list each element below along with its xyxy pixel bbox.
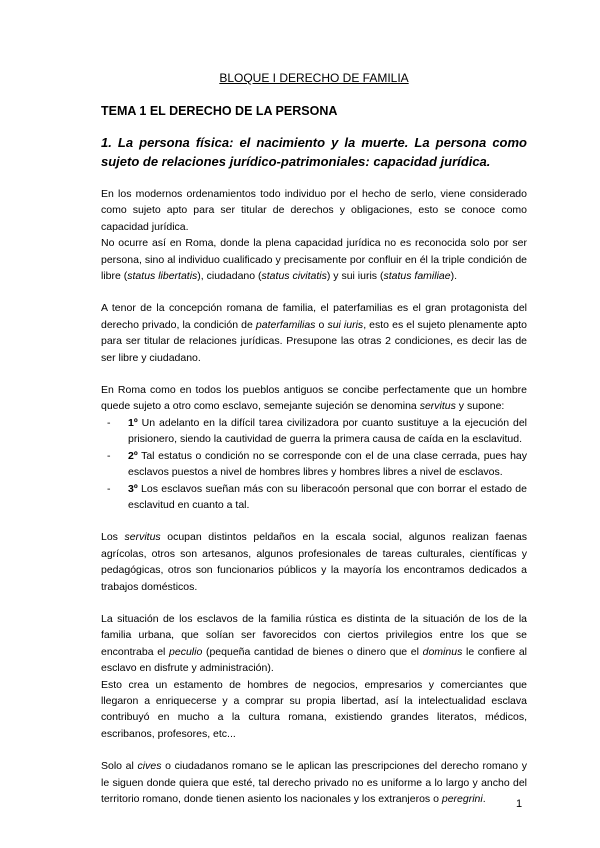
list-dash: - [107,449,111,462]
paragraph-5 [101,529,527,595]
p6-term-1: peculio [169,645,203,658]
list-text: Tal estatus o condición no se corresponde con el de una clase cerrada, pues hay esclavos puestos a nivel de hombres libres y hombres libres a nivel de esclavos. [128,449,527,479]
p8-text-a: Solo al [101,760,138,773]
paragraph-8 [101,758,527,807]
p6-text-b: (pequeña cantidad de bienes o dinero que el [202,645,423,658]
paragraph-4 [101,382,527,415]
list-item [101,415,527,448]
spacer [101,366,527,382]
list-text: Los esclavos sueñan más con su liberacoón personal que con borrar el estado de esclavitud en cuanto a tal. [128,482,527,511]
p8-text-c: . [482,793,486,805]
p4-text-a: En Roma como en todos los pueblos antiguos se concibe perfectamente que un hombre quede sujeto a otro como esclavo, semejante sujeción se denomina [101,384,527,413]
p2-text-a: No ocurre así en Roma, donde la plena capacidad jurídica no es reconocida solo por ser persona, sino al individuo cualificado y precisamente por confluir en él la triple condición de libre ( [101,237,527,283]
list-number: 2º [128,449,138,462]
paragraph-3 [101,300,527,366]
tema-heading: TEMA 1 EL DERECHO DE LA PERSONA [101,104,338,118]
block-title: BLOQUE I DERECHO DE FAMILIA [219,71,409,85]
list-number: 1º [128,416,138,429]
p3-text-a: A tenor de la concepción romana de familia, el paterfamilias es el gran protagonista del derecho privado, la condición de [101,302,527,331]
list-number: 3º [128,482,138,495]
p8-text-b: o ciudadanos romano se le aplican las prescripciones del derecho romano y le siguen donde quiera que esté, tal derecho privado no es uniforme a lo largo y ancho del territorio romano, donde tienen asiento los nacionales y los extranjeros o [101,760,527,805]
list-dash: - [107,416,111,429]
p3-text-c: , esto es el sujeto plenamente apto para ser titular de relaciones jurídicas. Presupone las otras 2 condiciones, es decir las de ser libre y ciudadano. [101,318,527,364]
paragraph-1: En los modernos ordenamientos todo individuo por el hecho de serlo, viene considerado como sujeto apto para ser titular de derechos y obligaciones, esto se conoce como capacidad jurídica. [101,188,527,233]
p2-term-1: status libertatis [127,270,198,283]
page-number: 1 [516,798,523,810]
paragraph-2 [101,235,527,284]
p4-term-1: servitus [419,400,456,413]
spacer [101,513,527,529]
p2-text-b: ), ciudadano ( [197,270,262,283]
spacer [101,595,527,611]
p8-term-2: peregrini [441,793,483,805]
p5-text-b: ocupan distintos peldaños en la escala social, algunos realizan faenas agrícolas, otros son artesanos, algunos profesionales de tareas culturales, científicas y pedagógicas, otros son funcionarios públicos y la mayoría los encontramos dedicados a trabajos domésticos. [101,531,527,593]
section-heading: 1. La persona física: el nacimiento y la muerte. La persona como sujeto de relaciones jurídico-patrimoniales: capacidad jurídica. [101,135,527,169]
page-content [101,70,527,807]
p6-text-a: La situación de los esclavos de la familia rústica es distinta de la situación de los de la familia urbana, que solían ser favorecidos con ciertos privilegios entre los que se encontraba el [101,612,527,658]
list-dash: - [107,482,111,495]
consequence-list [101,415,527,513]
p6-text-c: le confiere al esclavo en disfrute y administración). [101,645,527,675]
list-text: Un adelanto en la difícil tarea civilizadora por cuanto sustituye a la ejecución del prisionero, siendo la cautividad de guerra la primera causa de caída en la esclavitud. [128,416,527,446]
p3-term-2: sui iuris [327,318,364,331]
paragraph-7: Esto crea un estamento de hombres de negocios, empresarios y comerciantes que llegaron a enriquecerse y a comprar su propia libertad, así la intelectualidad esclava contribuyó en mucho a la cultura romana, existiendo grandes literatos, médicos, escribanos, profesores, etc... [101,678,527,740]
p2-text-d: ). [450,270,458,283]
list-item [101,481,527,514]
p2-term-2: status civitatis [261,270,327,283]
spacer [101,742,527,758]
paragraph-6 [101,611,527,677]
list-item [101,448,527,481]
p6-term-2: dominus [422,645,463,658]
p5-term-1: servitus [124,531,161,544]
p4-text-b: y supone: [455,400,505,413]
p5-text-a: Los [101,531,125,544]
p2-text-c: ) y sui iuris ( [326,270,384,283]
p8-term-1: cives [137,760,162,773]
p3-text-b: o [315,318,328,331]
p3-term-1: paterfamilias [255,318,316,331]
p2-term-3: status familiae [383,270,451,283]
spacer [101,284,527,300]
